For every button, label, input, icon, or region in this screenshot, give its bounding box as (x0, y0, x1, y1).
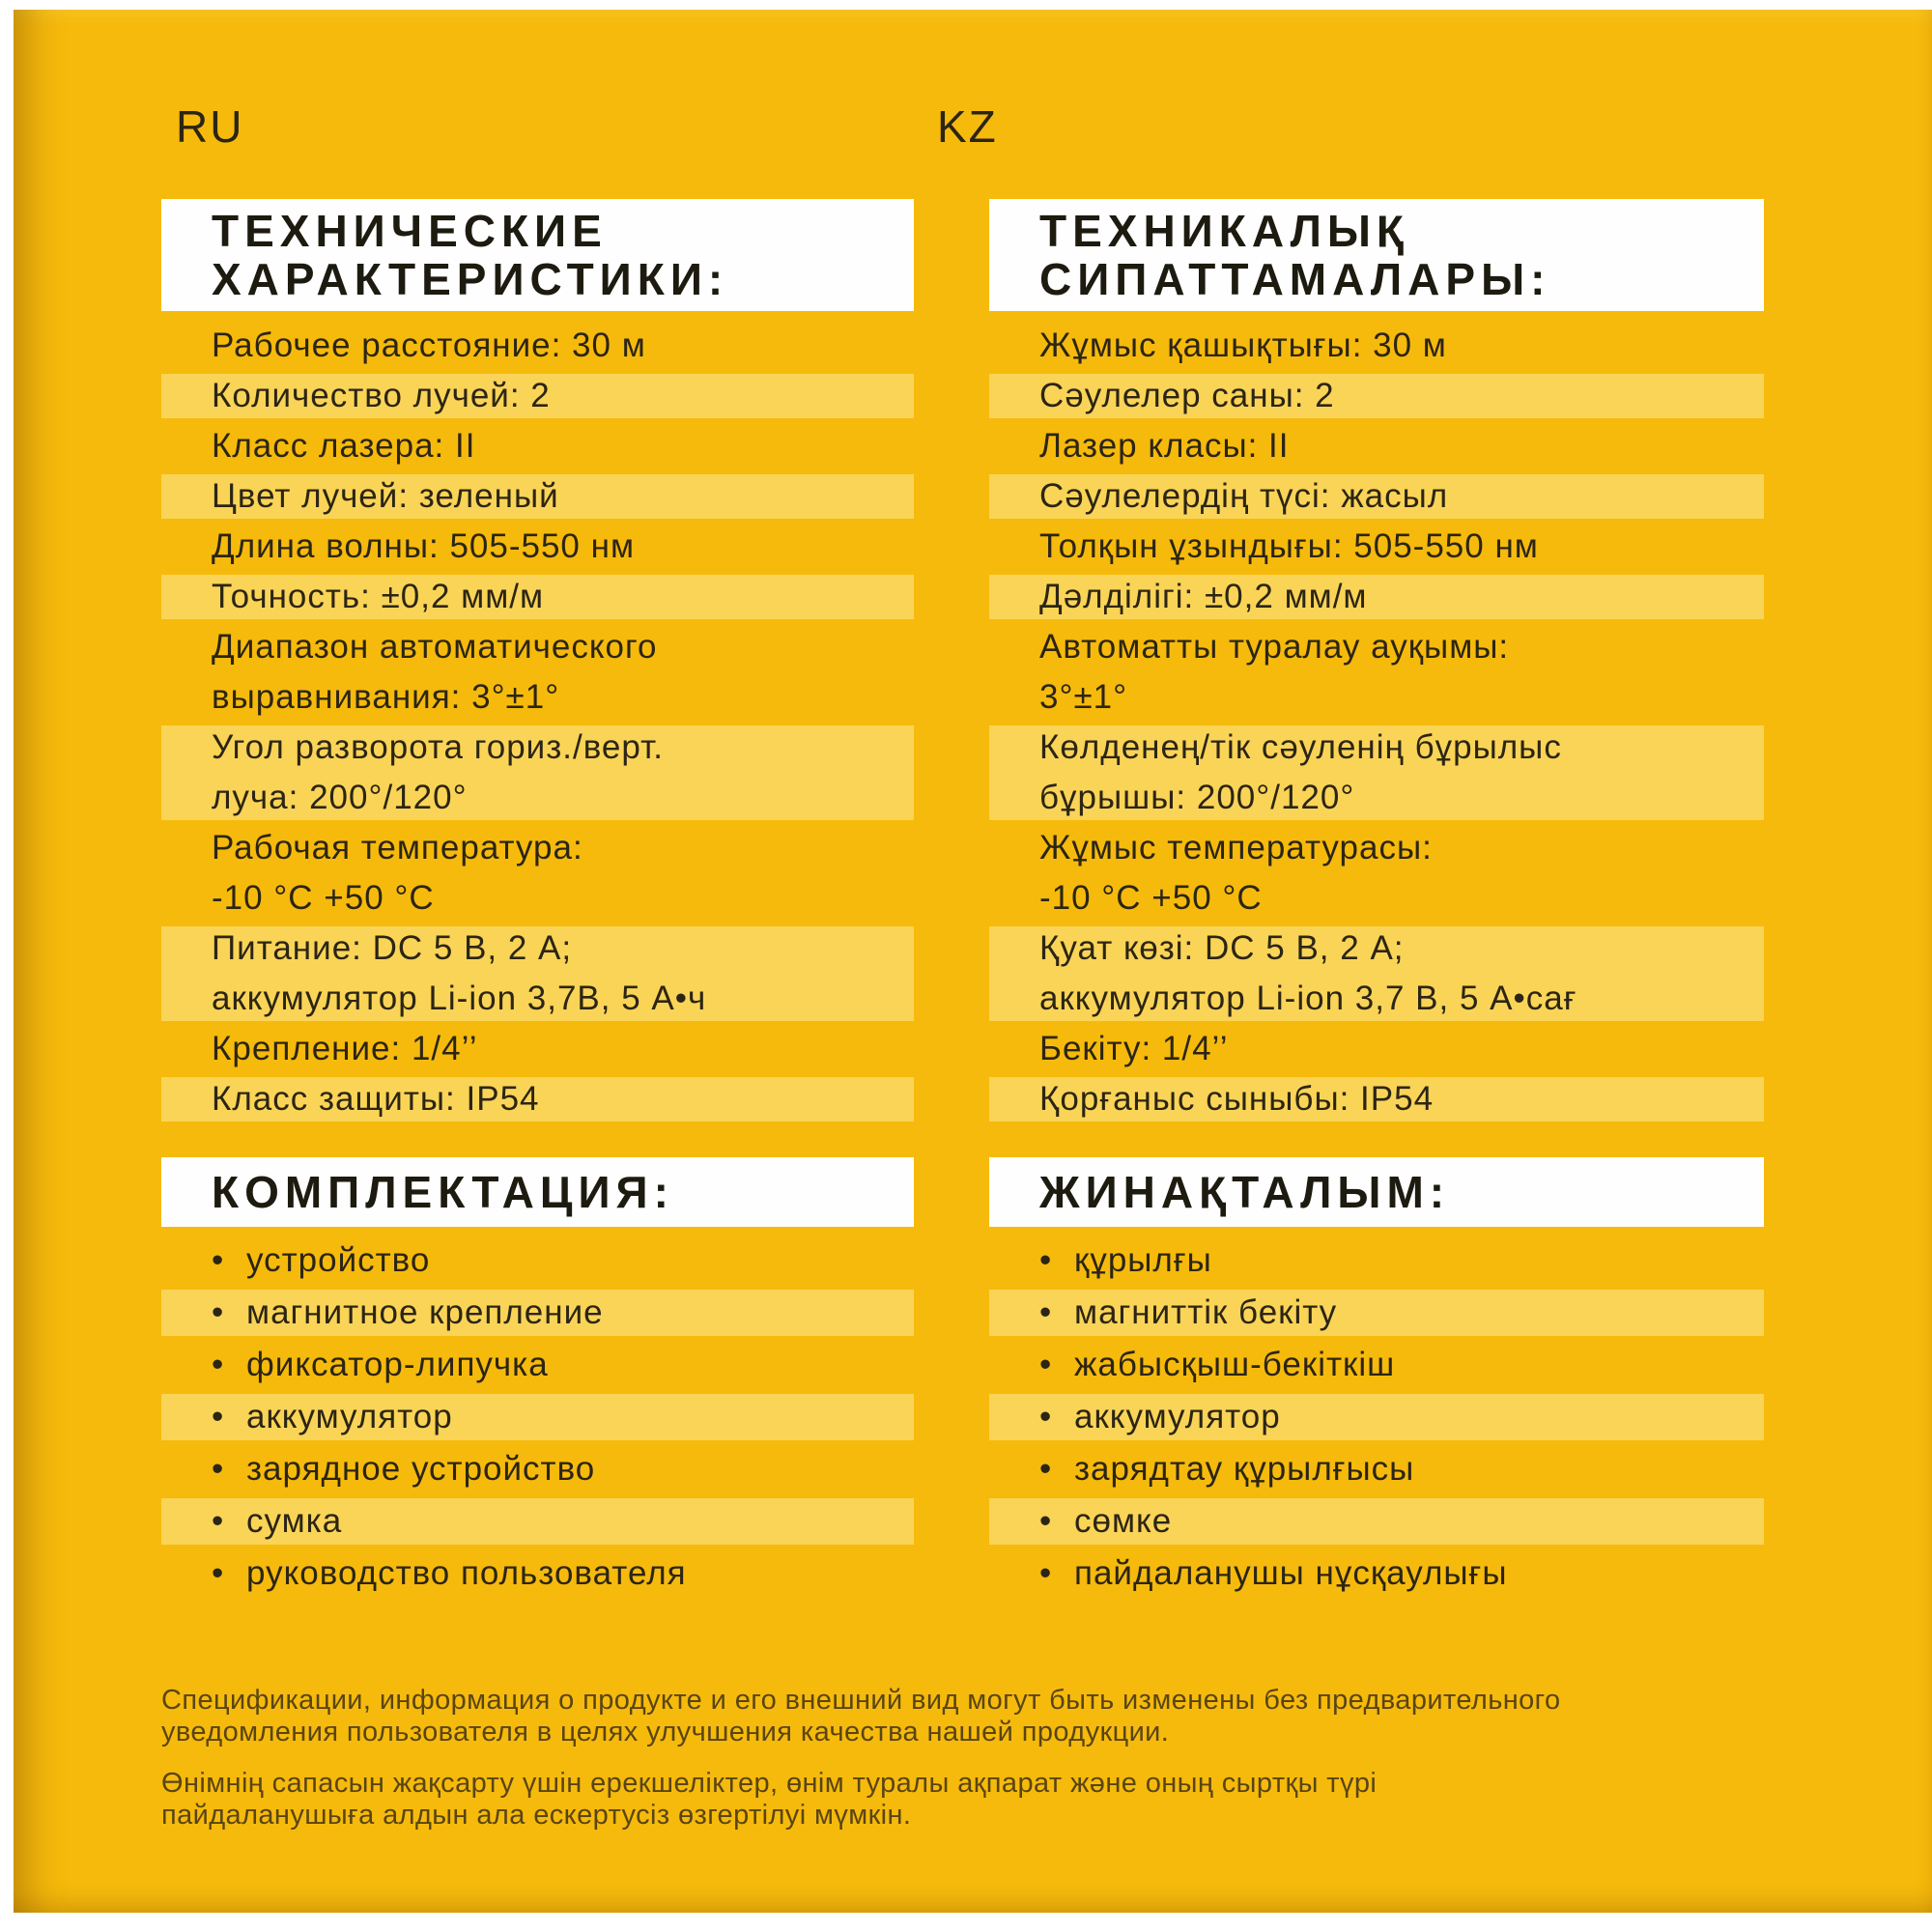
ru-package-title: КОМПЛЕКТАЦИЯ: (161, 1157, 914, 1227)
spec-line: Рабочая температура: (212, 829, 583, 867)
spec-line: Питание: DC 5 В, 2 А; (212, 929, 573, 967)
spec-line: Жұмыс қашықтығы: 30 м (1039, 327, 1447, 364)
package-item (161, 1287, 914, 1339)
spec-row (989, 522, 1764, 572)
package-item-label: • жабысқыш-бекіткіш (1039, 1339, 1764, 1391)
kz-language-label: KZ (937, 101, 998, 152)
kz-column (989, 199, 1764, 1600)
spec-line: Сәулелердің түсі: жасыл (1039, 477, 1449, 515)
package-item (161, 1495, 914, 1548)
disclaimer-kz (161, 1768, 1746, 1832)
spec-line: Длина волны: 505-550 нм (212, 527, 636, 565)
package-item-label: • аккумулятор (1039, 1391, 1764, 1443)
ru-specs-title-line1: ТЕХНИЧЕСКИЕ (212, 206, 608, 256)
spec-row (989, 572, 1764, 622)
spec-line: -10 °C +50 °C (1039, 879, 1263, 917)
package-item-label: • фиксатор-липучка (212, 1339, 914, 1391)
spec-line: -10 °C +50 °C (212, 879, 435, 917)
package-item (161, 1339, 914, 1391)
spec-line: Автоматты туралау ауқымы: (1039, 628, 1510, 666)
package-item-label: • устройство (212, 1235, 914, 1287)
spec-row (161, 1074, 914, 1124)
spec-line: Бекіту: 1/4’’ (1039, 1030, 1229, 1067)
ru-specs-title (161, 199, 914, 311)
kz-package-list (989, 1235, 1764, 1600)
spec-row (161, 421, 914, 471)
spec-row (161, 1024, 914, 1074)
spec-row (161, 522, 914, 572)
spec-line: Толқын ұзындығы: 505-550 нм (1039, 527, 1539, 565)
spec-line: выравнивания: 3°±1° (212, 678, 560, 716)
kz-specs-list (989, 321, 1764, 1124)
spec-row (161, 923, 914, 1024)
spec-row (161, 572, 914, 622)
spec-row (989, 1074, 1764, 1124)
package-item-label: • құрылғы (1039, 1235, 1764, 1287)
package-item-label: • аккумулятор (212, 1391, 914, 1443)
package-item (161, 1548, 914, 1600)
kz-package-title: ЖИНАҚТАЛЫМ: (989, 1157, 1764, 1227)
package-item (989, 1495, 1764, 1548)
package-item (989, 1339, 1764, 1391)
spec-line: Сәулелер саны: 2 (1039, 377, 1335, 414)
spec-line: Крепление: 1/4’’ (212, 1030, 478, 1067)
package-item-label: • зарядное устройство (212, 1443, 914, 1495)
spec-row (161, 471, 914, 522)
package-item-label: • сумка (212, 1495, 914, 1548)
disclaimer (161, 1685, 1746, 1851)
disclaimer-ru (161, 1685, 1746, 1748)
spec-row (989, 723, 1764, 823)
kz-specs-title (989, 199, 1764, 311)
package-item-label: • руководство пользователя (212, 1548, 914, 1600)
spec-line: Точность: ±0,2 мм/м (212, 578, 545, 615)
spec-line: аккумулятор Li-ion 3,7 В, 5 А•сағ (1039, 980, 1577, 1017)
package-item (989, 1287, 1764, 1339)
yellow-panel (14, 10, 1932, 1913)
spec-line: аккумулятор Li-ion 3,7В, 5 А•ч (212, 980, 707, 1017)
spec-row (989, 923, 1764, 1024)
package-item-label: • зарядтау құрылғысы (1039, 1443, 1764, 1495)
disclaimer-kz-line2: пайдаланушыға алдын ала ескертусіз өзгертілуі мүмкін. (161, 1800, 912, 1831)
package-item (989, 1443, 1764, 1495)
spec-line: Цвет лучей: зеленый (212, 477, 559, 515)
package-item-label: • сөмке (1039, 1495, 1764, 1548)
ru-specs-title-line2: ХАРАКТЕРИСТИКИ: (212, 254, 729, 304)
spec-line: Көлденең/тік сәуленің бұрылыс (1039, 728, 1562, 766)
spec-row (989, 1024, 1764, 1074)
package-item (989, 1235, 1764, 1287)
spec-line: Угол разворота гориз./верт. (212, 728, 664, 766)
spec-line: Класс лазера: II (212, 427, 476, 465)
spec-line: Количество лучей: 2 (212, 377, 551, 414)
spec-line: Дәлділігі: ±0,2 мм/м (1039, 578, 1368, 615)
spec-line: 3°±1° (1039, 678, 1128, 716)
spec-row (989, 471, 1764, 522)
spec-row (161, 321, 914, 371)
spec-line: Жұмыс температурасы: (1039, 829, 1433, 867)
ru-specs-list (161, 321, 914, 1124)
package-item (161, 1235, 914, 1287)
kz-specs-title-line2: СИПАТТАМАЛАРЫ: (1039, 254, 1551, 304)
disclaimer-kz-line1: Өнімнің сапасын жақсарту үшін ерекшеліктер, өнім туралы ақпарат және оның сыртқы түрі (161, 1768, 1378, 1799)
package-item-label: • магнитное крепление (212, 1287, 914, 1339)
ru-package-list (161, 1235, 914, 1600)
spec-row (989, 421, 1764, 471)
package-item (989, 1548, 1764, 1600)
spec-row (161, 823, 914, 923)
package-item (161, 1443, 914, 1495)
spec-row (161, 723, 914, 823)
spec-line: луча: 200°/120° (212, 779, 468, 816)
spec-row (989, 622, 1764, 723)
kz-specs-title-line1: ТЕХНИКАЛЫҚ (1039, 206, 1409, 256)
ru-language-label: RU (176, 101, 244, 152)
package-item-label: • магниттік бекіту (1039, 1287, 1764, 1339)
spec-line: Диапазон автоматического (212, 628, 658, 666)
spec-row (989, 371, 1764, 421)
spec-line: Лазер класы: II (1039, 427, 1290, 465)
package-item-label: • пайдаланушы нұсқаулығы (1039, 1548, 1764, 1600)
spec-row (161, 371, 914, 421)
package-item (989, 1391, 1764, 1443)
spec-row (989, 321, 1764, 371)
spec-line: Рабочее расстояние: 30 м (212, 327, 646, 364)
package-item (161, 1391, 914, 1443)
spec-line: Қорғаныс сыныбы: IP54 (1039, 1080, 1435, 1118)
spec-line: Қуат көзі: DC 5 В, 2 А; (1039, 929, 1405, 967)
spec-line: Класс защиты: IP54 (212, 1080, 540, 1118)
ru-column (161, 199, 914, 1600)
spec-line: бұрышы: 200°/120° (1039, 779, 1355, 816)
disclaimer-ru-line1: Спецификации, информация о продукте и его внешний вид могут быть изменены без предварительного (161, 1685, 1561, 1716)
spec-row (989, 823, 1764, 923)
spec-row (161, 622, 914, 723)
disclaimer-ru-line2: уведомления пользователя в целях улучшения качества нашей продукции. (161, 1717, 1170, 1747)
